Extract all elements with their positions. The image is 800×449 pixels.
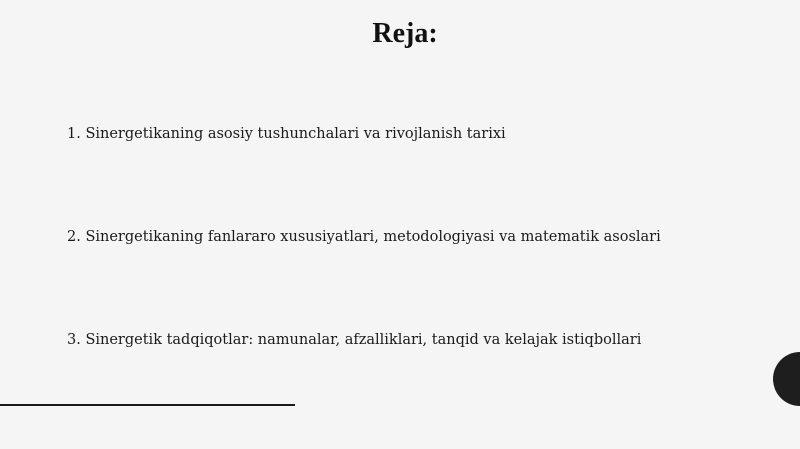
- plan-item-2: 2. Sinergetikaning fanlararo xususiyatlari, metodologiyasi va matematik asoslari: [67, 229, 661, 245]
- decorative-circle: [773, 352, 800, 406]
- decorative-divider-line: [0, 404, 295, 406]
- slide-title: Reja:: [372, 18, 438, 49]
- plan-item-1: 1. Sinergetikaning asosiy tushunchalari va rivojlanish tarixi: [67, 126, 506, 142]
- plan-item-3: 3. Sinergetik tadqiqotlar: namunalar, afzalliklari, tanqid va kelajak istiqbollari: [67, 332, 642, 348]
